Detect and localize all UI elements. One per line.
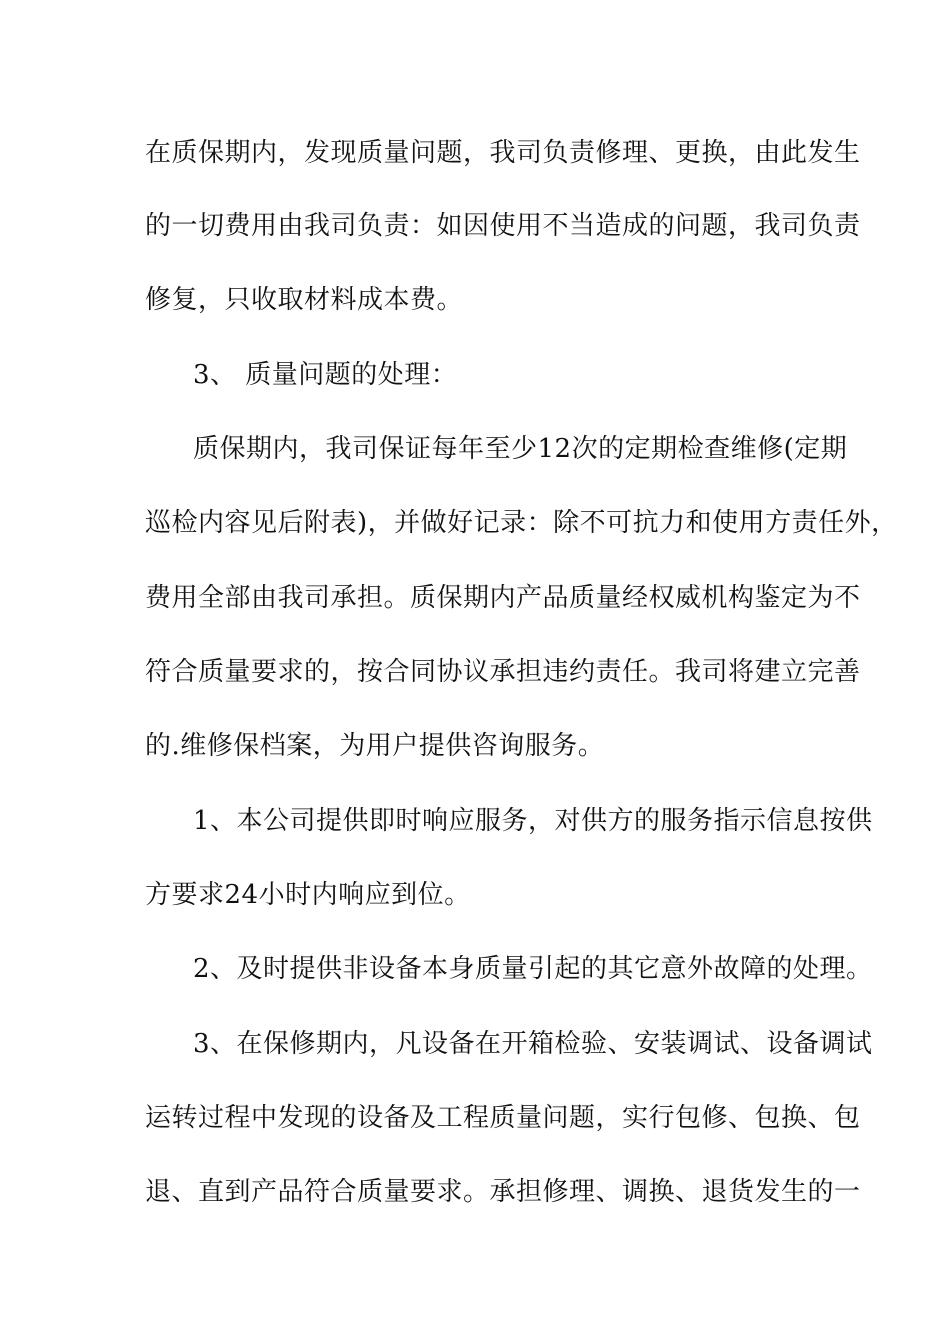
text-line: 符合质量要求的，按合同协议承担违约责任。我司将建立完善 xyxy=(145,657,861,687)
text-line: 巡检内容见后附表)，并做好记录：除不可抗力和使用方责任外， xyxy=(145,508,898,538)
text-line: 运转过程中发现的设备及工程质量问题，实行包修、包换、包 xyxy=(145,1103,861,1133)
list-item: 1、本公司提供即时响应服务，对供方的服务指示信息按供 xyxy=(193,806,873,836)
text-line: 的一切费用由我司负责：如因使用不当造成的问题，我司负责 xyxy=(145,211,861,241)
text-line: 的.维修保档案，为用户提供咨询服务。 xyxy=(145,731,605,761)
section-heading: 3、 质量问题的处理： xyxy=(193,360,458,390)
text-line: 质保期内，我司保证每年至少12次的定期检查维修(定期 xyxy=(193,434,848,464)
text-line: 费用全部由我司承担。质保期内产品质量经权威机构鉴定为不 xyxy=(145,583,861,613)
text-line: 修复，只收取材料成本费。 xyxy=(145,285,464,315)
text-line: 在质保期内，发现质量问题，我司负责修理、更换，由此发生 xyxy=(145,138,861,168)
list-item: 3、在保修期内，凡设备在开箱检验、安装调试、设备调试 xyxy=(193,1029,873,1059)
text-line: 方要求24小时内响应到位。 xyxy=(145,880,471,910)
list-item: 2、及时提供非设备本身质量引起的其它意外故障的处理。 xyxy=(193,954,873,984)
text-line: 退、直到产品符合质量要求。承担修理、调换、退货发生的一 xyxy=(145,1177,861,1207)
